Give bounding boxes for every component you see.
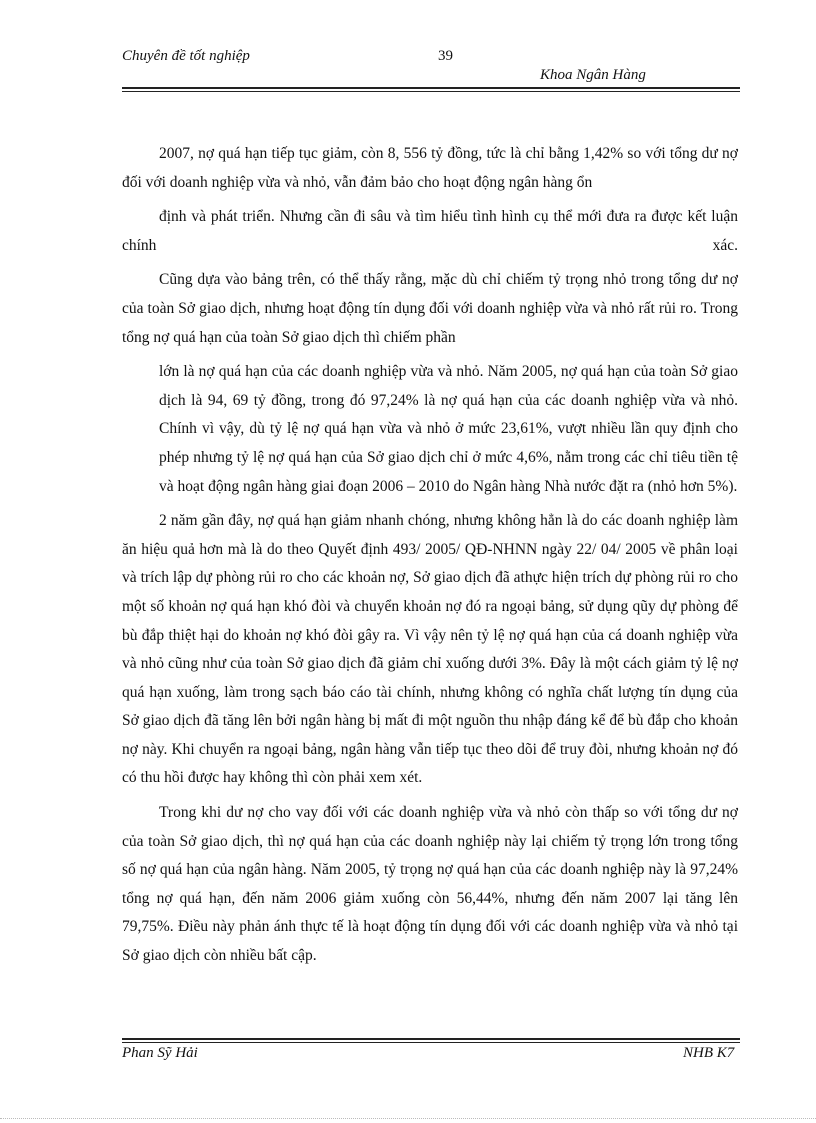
paragraph: 2 năm gần đây, nợ quá hạn giảm nhanh chóng, nhưng không hẳn là do các doanh nghiệp làm ăn hiệu quả hơn mà là do theo Quyết định 493/ 2005/ QĐ-NHNN ngày 22/ 04/ 2005 về phân loại và trích lập dự phòng rủi ro cho các khoản nợ, Sở giao dịch đã athực hiện trích dự phòng rủi ro cho một số khoản nợ quá hạn khó đòi và chuyển khoản nợ đó ra ngoại bảng, sử dụng qũy dự phòng để bù đắp thiệt hại do khoản nợ khó đòi gây ra. Vì vậy nên tỷ lệ nợ quá hạn của cá doanh nghiệp vừa và nhỏ cũng như của toàn Sở giao dịch đã giảm chỉ xuống dưới 3%. Đây là một cách giảm tỷ lệ nợ quá hạn xuống, làm trong sạch báo cáo tài chính, nhưng không có nghĩa chất lượng tín dụng của Sở giao dịch đã tăng lên bởi ngân hàng bị mất đi một nguồn thu nhập đáng kể để bù đắp cho khoản nợ này. Khi chuyển ra ngoại bảng, ngân hàng vẫn tiếp tục theo dõi để truy đòi, nhưng khoản nợ đó có thu hồi được hay không thì còn phải xem xét. — [122, 512, 738, 787]
paragraph: định và phát triển. Nhưng cần đi sâu và tìm hiểu tình hình cụ thể mới đưa ra được kết luận chính xác. — [122, 208, 738, 254]
page-boundary-dotted-line — [0, 1118, 816, 1119]
footer-rule-thin — [122, 1042, 740, 1043]
page-number: 39 — [438, 48, 453, 64]
header-document-title: Chuyên đề tốt nghiệp — [122, 48, 250, 64]
footer-class: NHB K7 — [683, 1045, 735, 1061]
footer-author: Phan Sỹ Hải — [122, 1045, 198, 1061]
body-text — [122, 140, 738, 977]
header-rule-thin — [122, 91, 740, 92]
header-faculty: Khoa Ngân Hàng — [540, 67, 646, 83]
footer-rule-thick — [122, 1038, 740, 1040]
paragraph: lớn là nợ quá hạn của các doanh nghiệp vừa và nhỏ. Năm 2005, nợ quá hạn của toàn Sở giao dịch là 94, 69 tỷ đồng, trong đó 97,24% là nợ quá hạn của các doanh nghiệp vừa và nhỏ. Chính vì vậy, dù tỷ lệ nợ quá hạn vừa và nhỏ ở mức 23,61%, vượt nhiều lần quy định cho phép nhưng tỷ lệ nợ quá hạn của Sở giao dịch chỉ ở mức 4,6%, nằm trong các chỉ tiêu tiền tệ và hoạt động ngân hàng giai đoạn 2006 – 2010 do Ngân hàng Nhà nước đặt ra (nhỏ hơn 5%). — [159, 363, 738, 495]
paragraph: 2007, nợ quá hạn tiếp tục giảm, còn 8, 556 tỷ đồng, tức là chỉ bằng 1,42% so với tổng dư nợ đối với doanh nghiệp vừa và nhỏ, vẫn đảm bảo cho hoạt động ngân hàng ổn — [122, 145, 738, 191]
paragraph: Cũng dựa vào bảng trên, có thể thấy rằng, mặc dù chỉ chiếm tỷ trọng nhỏ trong tổng dư nợ của toàn Sở giao dịch, nhưng hoạt động tín dụng đối với doanh nghiệp vừa và nhỏ rất rủi ro. Trong tổng nợ quá hạn của toàn Sở giao dịch thì chiếm phần — [122, 271, 738, 346]
header-rule-thick — [122, 87, 740, 89]
paragraph: Trong khi dư nợ cho vay đối với các doanh nghiệp vừa và nhỏ còn thấp so với tổng dư nợ của toàn Sở giao dịch, thì nợ quá hạn của các doanh nghiệp này lại chiếm tỷ trọng lớn trong tổng số nợ quá hạn của ngân hàng. Năm 2005, tỷ trọng nợ quá hạn của các doanh nghiệp này là 97,24% tổng nợ quá hạn, đến năm 2006 giảm xuống còn 56,44%, nhưng đến năm 2007 lại tăng lên 79,75%. Điều này phản ánh thực tế là hoạt động tín dụng đối với các doanh nghiệp vừa và nhỏ tại Sở giao dịch còn nhiều bất cập. — [122, 804, 738, 965]
